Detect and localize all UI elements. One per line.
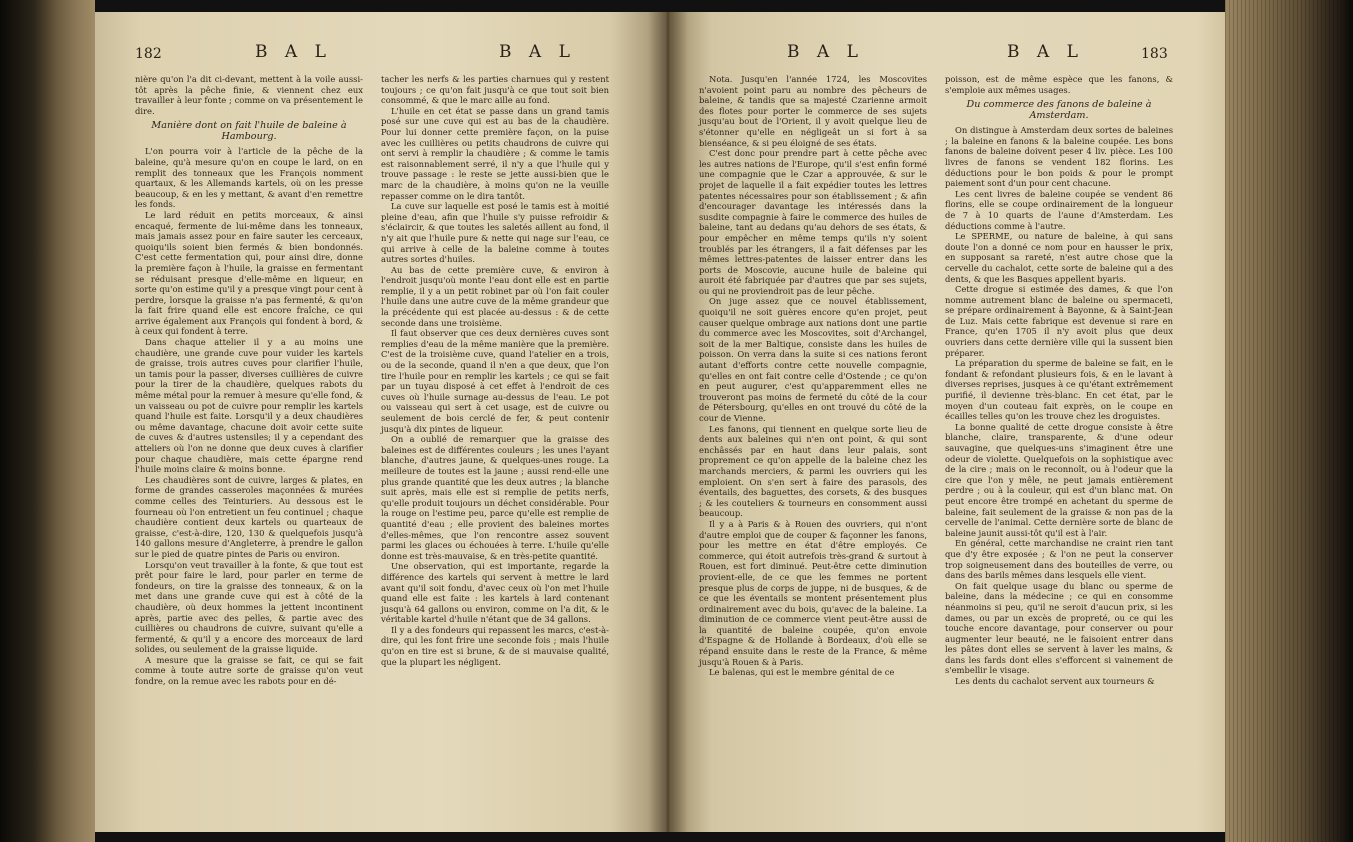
left-running-head-2: B A L [499, 42, 576, 62]
paragraph: Le lard réduit en petits morceaux, & ainsi encaqué, fermente de lui-même dans les tonneaux, mais jamais assez pour en faire sauter les cerceaux, quoiqu'ils soient bien fermés & bien bondonnés. C'est cette fermentation qui, pour ainsi dire, donne la première façon à l'huile, la graisse en fermentant se réduisant presque d'elle-même en liqueur, en sorte qu'on estime qu'il y a presque vingt pour cent à perdre, lorsque la graisse n'a pas fermenté, & qu'on la fait frire quand elle est encore fraîche, ce qui arrive également aux François qui fondent à bord, & à ceux qui fondent à terre. [135, 209, 363, 337]
paragraph: Dans chaque attelier il y a au moins une chaudière, une grande cuve pour vuider les kartels de graisse, trois autres cuves pour clarifier l'huile, un tamis pour la passer, diverses cuillières de cuivre pour la tirer de la chaudière, quelques rabots du même métal pour la remuer à mesure qu'elle fond, & un vaisseau ou pot de cuivre pour remplir les kartels quand l'huile est faite. Lorsqu'il y a deux chaudières ou même davantage, chacune doit avoir cette suite de cuves & d'autres ustensiles; il y a cependant des atteliers où l'on ne donne que deux cuves à clarifier pour chaque chaudière, mais cette épargne rend l'huile moins claire & moins bonne. [135, 337, 363, 475]
paragraph: tacher les nerfs & les parties charnues qui y restent toujours ; ce qu'on fait jusqu'à ce que tout soit bien consommé, & que le marc aille au fond. [381, 74, 609, 106]
paragraph: On a oublié de remarquer que la graisse des baleines est de différentes couleurs ; les unes l'ayant blanche, d'autres jaune, & quelques-unes rouge. La meilleure de toutes est la jaune ; aussi rend-elle une plus grande quantité que les deux autres ; la blanche suit après, mais elle est si remplie de petits nerfs, qu'elle produit toujours un déchet considérable. Pour la rouge on l'estime peu, parce qu'elle est remplie de quantité d'eau ; elle provient des baleines mortes d'elles-mêmes, que l'on rencontre assez souvent parmi les glaces ou échouées à terre. L'huile qu'elle donne est très-mauvaise, & en très-petite quantité. [381, 434, 609, 561]
right-page-number: 183 [1141, 46, 1168, 62]
paragraph: On juge assez que ce nouvel établissement, quoiqu'il ne soit guères encore qu'en projet, peut causer quelque ombrage aux nations dont une partie du commerce avec les Moscovites, soit d'Archangel, soit de la mer Baltique, consiste dans les huiles de poisson. On verra dans la suite si ces nations feront autant d'efforts contre cette nouvelle compagnie, qu'elles en ont fait contre celle d'Ostende ; ce qu'on en peut augurer, c'est qu'apparemment elles ne trouveront pas moins de fermeté du côté de la cour de Pétersbourg, qu'elles en ont trouvé du côté de la cour de Vienne. [699, 296, 927, 423]
paragraph: Il y a des fondeurs qui repassent les marcs, c'est-à-dire, qui les font frire une seconde fois ; mais l'huile qu'on en tire est si brune, & de si mauvaise qualité, que la plupart les négligent. [381, 624, 609, 667]
section-subtitle: Manière dont on fait l'huile de baleine à Hambourg. [151, 120, 347, 143]
column-2 [381, 74, 609, 667]
paragraph: A mesure que la graisse se fait, ce qui se fait comme à toute autre sorte de graisse qu'on veut fondre, on la remue avec les rabots pour en dé- [135, 654, 363, 687]
paragraph: Les dents du cachalot servent aux tourneurs & [955, 676, 1155, 687]
left-page [95, 12, 667, 832]
paragraph: Le balenas, qui est le membre génital de ce [709, 667, 895, 678]
paragraph: nière qu'on l'a dit ci-devant, mettent à la voile aussi-tôt après la pêche finie, & viennent chez eux travailler à leur fonte ; comme on va présentement le dire. [135, 74, 363, 116]
paragraph: On fait quelque usage du blanc ou sperme de baleine, dans la médecine ; ce qui en consomme néanmoins si peu, qu'il ne seroit d'aucun prix, si les dames, ou par un excès de propreté, ou ce qui les touche encore davantage, pour conserver ou pour augmenter leur beauté, ne le faisoient entrer dans les pâtes dont elles se servent à laver les mains, & dans les fards dont elles s'efforcent si vainement de s'embellir le visage. [945, 580, 1173, 676]
paragraph: C'est donc pour prendre part à cette pêche avec les autres nations de l'Europe, qu'il s'est enfin formé une compagnie que le Czar a approuvée, & sur le projet de laquelle il a fait expédier toutes les lettres patentes nécessaires pour son établissement ; & afin d'encourager davantage les intéressés dans la susdite compagnie à faire le commerce des huiles de baleine, tant au dedans qu'au dehors de ses états, & pour empêcher en même temps qu'ils n'y soient troublés par les étrangers, il a fait défenses par les mêmes lettres-patentes de laisser entrer dans les ports de Moscovie, aucune huile de baleine qui auroit été fabriquée par d'autres que par ses sujets, ou qui ne proviendroit pas de leur pêche. [699, 148, 927, 296]
paragraph: L'on pourra voir à l'article de la pêche de la baleine, qu'à mesure qu'on en coupe le lard, on en remplit des tonneaux que les François nomment quartaux, & les Allemands kartels, où on les presse beaucoup, & en les y mettant, & avant d'en remettre les fonds. [135, 146, 363, 210]
paragraph: Les chaudières sont de cuivre, larges & plates, en forme de grandes casseroles maçonnées & murées comme celles des Teinturiers. Au dessous est le fourneau où l'on entretient un feu continuel ; chaque chaudière contient deux kartels ou quarteaux de graisse, c'est-à-dire, 120, 130 & quelquefois jusqu'à 140 gallons mesure d'Angleterre, à prendre le gallon sur le pied de quatre pintes de Paris ou environ. [135, 474, 363, 559]
paragraph: Nota. Jusqu'en l'année 1724, les Moscovites n'avoient point paru au nombre des pêcheurs de baleine, & tandis que sa majesté Czarienne armoit des flotes pour porter le commerce de ses sujets jusqu'au bout de l'Orient, il y avoit quelque lieu de s'étonner qu'elle en négligeât un si fort à sa bienséance, & si peu éloigné de ses états. [699, 74, 927, 148]
paragraph: Les cent livres de baleine coupée se vendent 86 florins, elle se coupe ordinairement de la longueur de 7 à 10 quarts de l'aune d'Amsterdam. Les déductions comme à l'autre. [945, 188, 1173, 231]
paragraph: Les fanons, qui tiennent en quelque sorte lieu de dents aux baleines qui n'en ont point, & qui sont enchâssés par en haut dans leur palais, sont proprement ce qu'on appelle de la baleine chez les marchands merciers, & parmi les ouvriers qui les emploient. On s'en sert à faire des parasols, des éventails, des baguettes, des corsets, & des busques ; & les couteliers & tourneurs en consomment aussi beaucoup. [699, 423, 927, 519]
paragraph: En général, cette marchandise ne craint rien tant que d'y être exposée ; & l'on ne peut la conserver trop soigneusement dans des bouteilles de verre, ou dans des barils mêmes dans lesquels elle vient. [945, 538, 1173, 581]
column-3 [699, 74, 927, 678]
paragraph: L'huile en cet état se passe dans un grand tamis posé sur une cuve qui est au bas de la chaudière. Pour lui donner cette première façon, on la puise avec les cuillières ou petits chaudrons de cuivre qui ont servi à remplir la chaudière ; & comme le tamis est raisonnablement serré, il n'y a que l'huile qui y trouve passage : le reste se jette aussi-bien que le marc de la chaudière, à moins qu'on ne la veuille repasser comme on le dira tantôt. [381, 105, 609, 201]
right-page [667, 12, 1225, 832]
paragraph: La bonne qualité de cette drogue consiste à être blanche, claire, transparente, & d'une odeur sauvagine, que quelques-uns s'imaginent être une odeur de violette. Quelquefois on la sophistique avec de la cire ; mais on le reconnoît, ou à l'odeur que la cire que l'on y mêle, ne peut jamais entièrement perdre ; ou à la couleur, qui est d'un blanc mat. On peut encore être trompé en achetant du sperme de baleine, fait seulement de la graisse & non pas de la cervelle de l'animal. Cette dernière sorte de blanc de baleine jaunit aussi-tôt qu'il est à l'air. [945, 421, 1173, 538]
paragraph: Cette drogue si estimée des dames, & que l'on nomme autrement blanc de baleine ou spermaceti, se prépare ordinairement à Bayonne, & à Saint-Jean de Luz. Mais cette fabrique est devenue si rare en France, qu'en 1705 il n'y avoit plus que deux ouvriers dans cette dernière ville qui la sussent bien préparer. [945, 284, 1173, 358]
book-edge-left [0, 0, 95, 842]
book-edge-right [1225, 0, 1353, 842]
right-running-head-1: B A L [787, 42, 864, 62]
left-running-head-1: B A L [255, 42, 332, 62]
paragraph: La cuve sur laquelle est posé le tamis est à moitié pleine d'eau, afin que l'huile s'y puisse refroidir & s'éclaircir, & que toutes les saletés aillent au fond, il n'y ait que l'huile pure & nette qui nage sur l'eau, ce qui arrive à celle de la baleine comme à toutes autres sortes d'huiles. [381, 201, 609, 265]
section-subtitle: Du commerce des fanons de baleine à Amsterdam. [966, 99, 1152, 122]
paragraph: Le SPERME, ou nature de baleine, à qui sans doute l'on a donné ce nom pour en hausser le prix, en supposant sa rareté, n'est autre chose que la cervelle du cachalot, cette sorte de baleine qui a des dents, & que les Basques appellent byaris. [945, 231, 1173, 284]
column-4 [945, 74, 1173, 687]
column-1 [135, 74, 363, 687]
paragraph: La préparation du sperme de baleine se fait, en le fondant & refondant plusieurs fois, & en le lavant à diverses reprises, jusques à ce qu'étant extrêmement purifié, il devienne très-blanc. En cet état, par le moyen d'un couteau fait exprès, on le coupe en écailles telles qu'on les trouve chez les droguistes. [945, 358, 1173, 422]
paragraph: Au bas de cette première cuve, & environ à l'endroit jusqu'où monte l'eau dont elle est en partie remplie, il y a un petit robinet par où l'on fait couler l'huile dans une autre cuve de la même grandeur que la précédente qui est placée au-dessus : & de cette seconde dans une troisième. [381, 264, 609, 328]
paragraph: Une observation, qui est importante, regarde la différence des kartels qui servent à mettre le lard avant qu'il soit fondu, d'avec ceux où l'on met l'huile quand elle est faite : les kartels à lard contenant jusqu'à 64 gallons ou environ, comme on l'a dit, & le véritable kartel d'huile n'étant que de 34 gallons. [381, 561, 609, 625]
paragraph: Il y a à Paris & à Rouen des ouvriers, qui n'ont d'autre emploi que de couper & façonner les fanons, pour les mettre en état d'être employés. Ce commerce, qui étoit autrefois très-grand & surtout à Rouen, est fort diminué. Peut-être cette diminution provient-elle, de ce que les femmes ne portent presque plus de corps de juppe, ni de busques, & de ce que les éventails se montent présentement plus ordinairement avec du bois, qu'avec de la baleine. La diminution de ce commerce vient peut-être aussi de la quantité de baleine coupée, qu'on envoie d'Espagne & de Hollande à Bordeaux, d'où elle se répand ensuite dans le reste de la France, & même jusqu'à Rouen & à Paris. [699, 518, 927, 667]
paragraph: Lorsqu'on veut travailler à la fonte, & que tout est prêt pour faire le lard, pour parler en terme de fondeurs, on tire la graisse des tonneaux, & on la met dans une grande cuve qui est à côté de la chaudière, où deux hommes la jettent incontinent après, partie avec des pelles, & partie avec des cuillières ou chaudrons de cuivre, suivant qu'elle a fermenté, & qu'il y a encore des morceaux de lard solides, ou seulement de la graisse liquide. [135, 559, 363, 655]
paragraph: On distingue à Amsterdam deux sortes de baleines ; la baleine en fanons & la baleine coupée. Les bons fanons de baleine doivent peser 4 liv. pièce. Les 100 livres de fanons se vendent 182 florins. Les déductions pour le bon poids & pour le prompt paiement sont d'un pour cent chacune. [945, 125, 1173, 189]
left-page-number: 182 [135, 46, 162, 62]
book-gutter [648, 12, 688, 832]
paragraph: poisson, est de même espèce que les fanons, & s'emploie aux mêmes usages. [945, 74, 1173, 95]
paragraph: Il faut observer que ces deux dernières cuves sont remplies d'eau de la même manière que la première. C'est de la troisième cuve, quand l'atelier en a trois, ou de la seconde, quand il n'en a que deux, que l'on tire l'huile pour en remplir les kartels ; ce qui se fait par un tuyau disposé à cet effet à l'endroit de ces cuves où l'huile surnage au-dessus de l'eau. Le pot ou vaisseau qui sert à cet usage, est de cuivre ou seulement de bois cerclé de fer, & peut contenir jusqu'à dix pintes de liqueur. [381, 328, 609, 434]
right-running-head-2: B A L [1007, 42, 1084, 62]
